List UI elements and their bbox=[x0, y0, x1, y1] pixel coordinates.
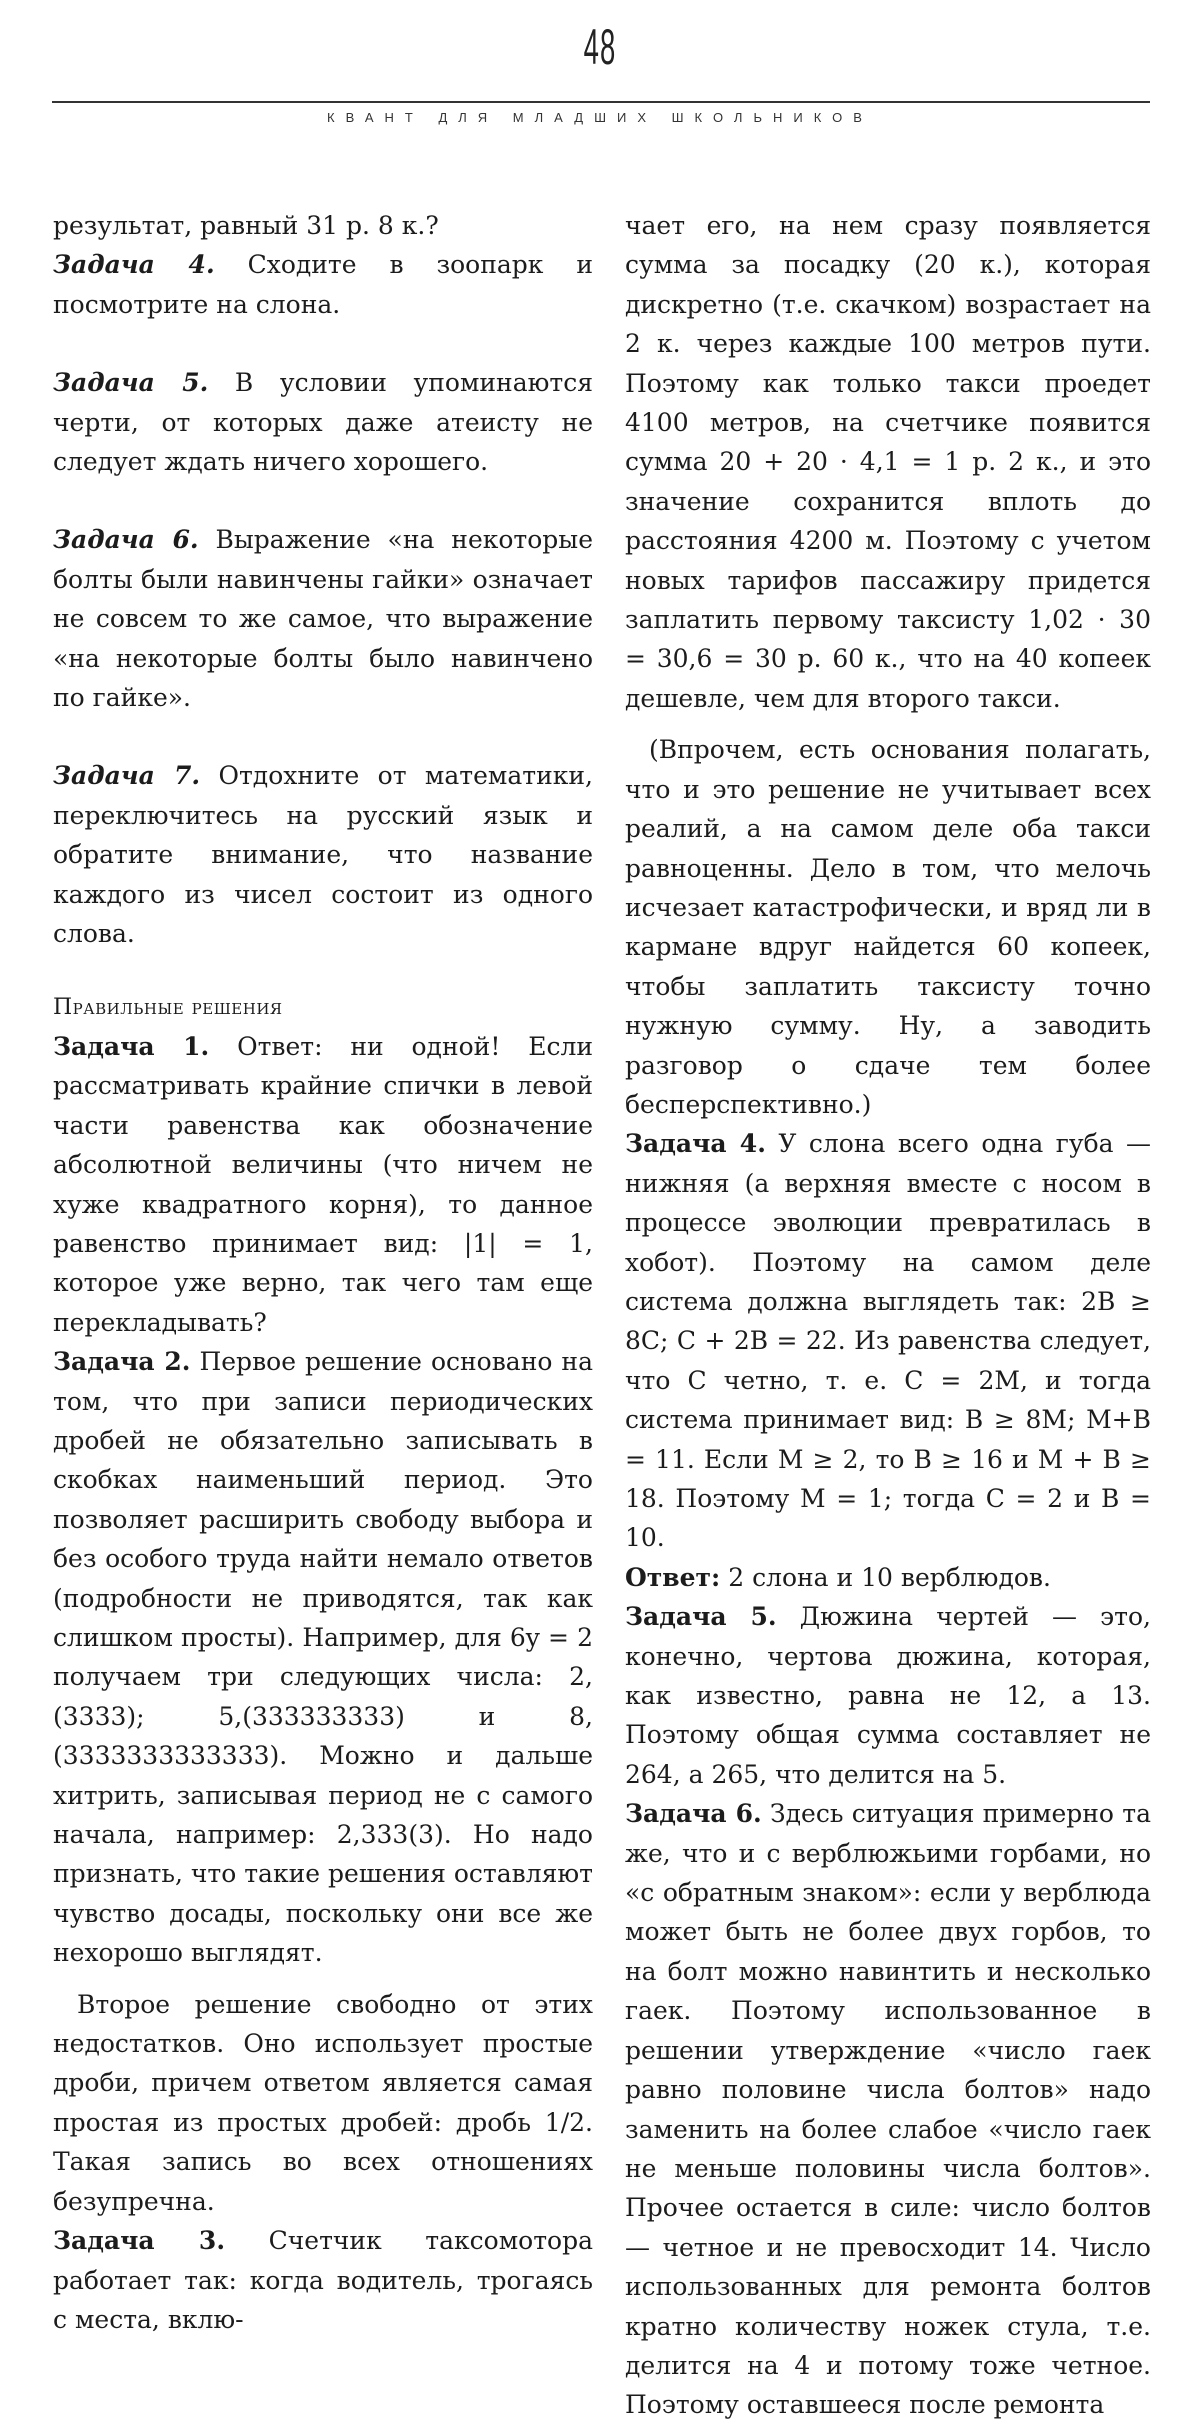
hint-text: Отдохните от математики, переключитесь на русский язык и обратите внимание, что название каждого из чисел состоит из одного слова. bbox=[53, 761, 593, 949]
solution-5 bbox=[625, 1597, 1151, 1794]
solution-text: Здесь ситуация примерно та же, что и с верблюжьими горбами, но «с обратным знаком»: если у верблюда может быть не более двух горбов, то на болт можно навинтить и несколько гаек. Поэтому использованное в решении утверждение «число гаек равно половине числа болтов» надо заменить на более слабое «число гаек не меньше половины числа болтов». Прочее остается в силе: число болтов — четное и не превосходит 14. Число использованных для ремонта болтов кратно количеству ножек стула, т.е. делится на 4 и потому тоже четное. Поэтому оставшееся после ремонта bbox=[625, 1799, 1151, 2420]
paragraph-continuation bbox=[53, 206, 593, 245]
solution-text: У слона всего одна губа — нижняя (а верхняя вместе с носом в процессе эволюции превратилась в хобот). Поэтому на самом деле система должна выглядеть так: 2B ≥ 8C; C + 2B = 22. Из равенства следует, что C четно, т. е. C = 2M, и тогда система принимает вид: B ≥ 8M; M+B = 11. Если M ≥ 2, то B ≥ 16 и M + B ≥ 18. Поэтому M = 1; тогда C = 2 и B = 10. bbox=[625, 1129, 1152, 1553]
solution-label: Задача 3. bbox=[53, 2226, 226, 2256]
solution-label: Задача 6. bbox=[625, 1799, 762, 1829]
solution-text: Первое решение основано на том, что при записи периодических дробей не обязательно записывать в скобках наименьший период. Это позволяет расширить свободу выбора и без особого труда найти немало ответов (подробности не приводятся, так как слишком просты). Например, для 6y = 2 получаем три следующих числа: 2,(3333); 5,(333333333) и 8,(3333333333333). Можно и дальше хитрить, записывая период не с самого начала, например: 2,333(3). Но надо признать, что такие решения оставляют чувство досады, поскольку они все же нехорошо выглядят. bbox=[53, 1347, 593, 1968]
solution-1 bbox=[53, 1027, 593, 1342]
hint-label: Задача 6. bbox=[53, 525, 199, 555]
hint-text: Выражение «на некоторые болты были навинчены гайки» означает не совсем то же самое, что выражение «на некоторые болты было навинчено по гайке». bbox=[53, 525, 593, 713]
page-number: 48 bbox=[583, 19, 617, 75]
right-column bbox=[625, 206, 1151, 2425]
hint-7 bbox=[53, 756, 593, 953]
hint-label: Задача 5. bbox=[53, 368, 209, 398]
solution-3-continued bbox=[625, 206, 1151, 718]
solution-text: Ответ: ни одной! Если рассматривать крайние спички в левой части равенства как обозначение абсолютной величины (что ничем не хуже квадратного корня), то данное равенство принимает вид: |1| = 1, которое уже верно, так чего там еще перекладывать? bbox=[53, 1031, 593, 1337]
answer-4 bbox=[625, 1558, 1151, 1597]
solution-2 bbox=[53, 1342, 593, 1973]
running-head: КВАНТ ДЛЯ МЛАДШИХ ШКОЛЬНИКОВ bbox=[327, 110, 873, 125]
solution-4 bbox=[625, 1124, 1151, 1557]
solution-2-continued bbox=[53, 1985, 593, 2221]
hint-label: Задача 7. bbox=[53, 761, 201, 791]
hint-5 bbox=[53, 363, 593, 481]
solution-label: Задача 5. bbox=[625, 1602, 777, 1632]
section-title: Правильные решения bbox=[53, 994, 283, 1020]
answer-label: Ответ: bbox=[625, 1562, 721, 1592]
hint-6 bbox=[53, 520, 593, 717]
solution-6 bbox=[625, 1794, 1151, 2425]
left-column bbox=[53, 206, 593, 2339]
hint-4 bbox=[53, 245, 593, 324]
solution-text: Счетчик таксомотора работает так: когда водитель, трогаясь с места, вклю- bbox=[53, 2226, 593, 2334]
paragraph-text: результат, равный 31 р. 8 к.? bbox=[53, 211, 439, 240]
hint-text: В условии упоминаются черти, от которых даже атеисту не следует ждать ничего хорошего. bbox=[53, 368, 593, 477]
hint-text: Сходите в зоопарк и посмотрите на слона. bbox=[53, 250, 594, 319]
answer-text: 2 слона и 10 верблюдов. bbox=[720, 1562, 1051, 1592]
solution-text: чает его, на нем сразу появляется сумма за посадку (20 к.), которая дискретно (т.е. скачком) возрастает на 2 к. через каждые 100 метров пути. Поэтому как только такси проедет 4100 метров, на счетчике появится сумма 20 + 20 · 4,1 = 1 р. 2 к., и это значение сохранится вплоть до расстояния 4200 м. Поэтому с учетом новых тарифов пассажиру придется заплатить первому таксисту 1,02 · 30 = 30,6 = 30 р. 60 к., что на 40 копеек дешевле, чем для второго такси. bbox=[625, 211, 1151, 713]
solution-3-remark bbox=[625, 730, 1151, 1124]
solution-text: Второе решение свободно от этих недостатков. Оно использует простые дроби, причем ответом является самая простая из простых дробей: дробь 1/2. Такая запись во всех отношениях безупречна. bbox=[53, 1989, 593, 2216]
solution-text: (Впрочем, есть основания полагать, что и это решение не учитывает всех реалий, а на самом деле оба такси равноценны. Дело в том, что мелочь исчезает катастрофически, и вряд ли в кармане вдруг найдется 60 копеек, чтобы заплатить таксисту точно нужную сумму. Ну, а заводить разговор о сдаче тем более бесперспективно.) bbox=[625, 735, 1151, 1119]
solution-label: Задача 4. bbox=[625, 1129, 766, 1159]
hint-label: Задача 4. bbox=[53, 250, 215, 280]
header-rule bbox=[52, 101, 1150, 103]
solution-label: Задача 1. bbox=[53, 1031, 210, 1061]
solution-3 bbox=[53, 2221, 593, 2339]
solution-text: Дюжина чертей — это, конечно, чертова дюжина, которая, как известно, равна не 12, а 13. Поэтому общая сумма составляет не 264, а 265, что делится на 5. bbox=[625, 1602, 1151, 1789]
solution-label: Задача 2. bbox=[53, 1347, 191, 1377]
